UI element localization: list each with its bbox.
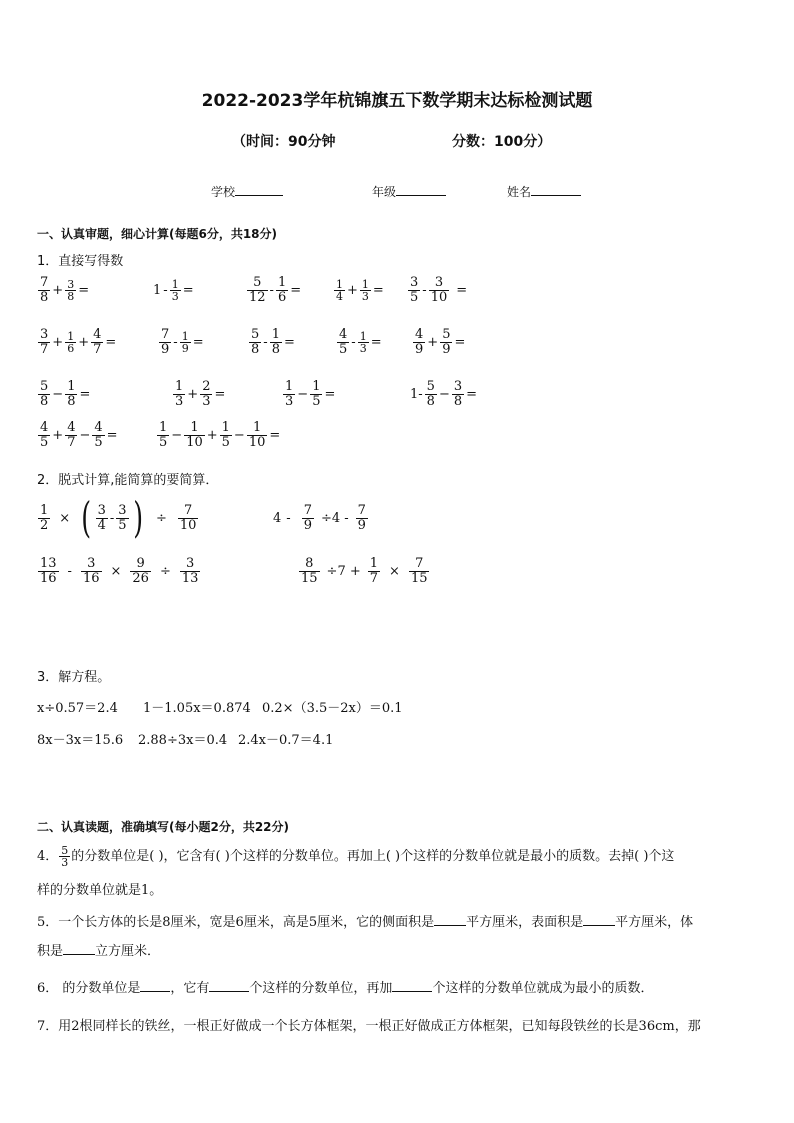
fraction: $\frac{4}{7}$ bbox=[67, 420, 76, 450]
calc-item: 4 - $\frac{7}{9}$ ÷4 - $\frac{7}{9}$ bbox=[273, 503, 366, 533]
fraction: $\frac{3}{7}$ bbox=[40, 327, 49, 357]
calc-item: $\frac{7}{8}$ + $\frac{3}{8}$ = bbox=[40, 275, 90, 305]
fraction: $\frac{7}{9}$ bbox=[357, 503, 366, 533]
fraction: $\frac{4}{5}$ bbox=[339, 327, 348, 357]
fraction: $\frac{5}{8}$ bbox=[251, 327, 260, 357]
fraction: $\frac{8}{15}$ bbox=[301, 556, 318, 586]
fraction: $\frac{1}{3}$ bbox=[361, 278, 369, 303]
fraction: $\frac{3}{10}$ bbox=[430, 275, 448, 305]
fraction: $\frac{1}{2}$ bbox=[40, 502, 49, 533]
fraction: $\frac{7}{15}$ bbox=[410, 556, 428, 586]
fraction: $\frac{3}{8}$ bbox=[67, 278, 75, 303]
question-7: 7．用2根同样长的铁丝，一根正好做成一个长方体框架，一根正好做成正方体框架，已知每段铁丝的长是36cm，那 bbox=[37, 1019, 701, 1034]
calc-item: $\frac{1}{5}$ − $\frac{1}{10}$ + $\frac{1}{5}$ − $\frac{1}{10}$ = bbox=[159, 420, 281, 450]
school-label: 学校 bbox=[211, 185, 236, 199]
calc-item: $\frac{5}{8}$ - $\frac{1}{8}$ = bbox=[251, 327, 295, 357]
answer-blank[interactable] bbox=[209, 991, 249, 992]
school-blank[interactable] bbox=[235, 195, 283, 196]
question-5: 5．一个长方体的长是8厘米，宽是6厘米，高是5厘米，它的侧面积是 平方厘米，表面积是 平方厘米，体 bbox=[37, 915, 694, 930]
calc-item: 1 - $\frac{1}{3}$ = bbox=[153, 278, 194, 303]
answer-blank[interactable] bbox=[63, 954, 95, 955]
calc-item: 1- $\frac{5}{8}$ − $\frac{3}{8}$ = bbox=[410, 379, 478, 409]
calc-item: $\frac{3}{5}$ - $\frac{3}{10}$ = bbox=[410, 275, 468, 305]
section-2-heading: 二、认真读题，准确填写(每小题2分，共22分) bbox=[37, 820, 290, 834]
calc-item: $\frac{3}{7}$ + $\frac{1}{6}$ + $\frac{4}{7}$ = bbox=[40, 327, 117, 357]
fraction: $\frac{7}{10}$ bbox=[179, 502, 197, 533]
question-3-label: 3．解方程。 bbox=[37, 670, 111, 685]
fraction: $\frac{5}{8}$ bbox=[426, 379, 435, 409]
fraction: $\frac{3}{5}$ bbox=[410, 275, 419, 305]
answer-blank[interactable] bbox=[583, 925, 615, 926]
left-paren-icon: ( bbox=[81, 493, 92, 542]
fraction: $\frac{4}{7}$ bbox=[93, 327, 102, 357]
grade-label: 年级 bbox=[372, 185, 397, 199]
fraction: $\frac{7}{9}$ bbox=[303, 503, 312, 533]
fraction: $\frac{1}{8}$ bbox=[67, 379, 76, 409]
question-6: 6． 的分数单位是 ，它有 个这样的分数单位，再加 个这样的分数单位就成为最小的质数． bbox=[37, 981, 654, 996]
fraction: $\frac{1}{3}$ bbox=[285, 379, 294, 409]
fraction: $\frac{1}{8}$ bbox=[271, 327, 280, 357]
calc-item: $\frac{1}{3}$ − $\frac{1}{5}$ = bbox=[285, 379, 336, 409]
answer-blank[interactable] bbox=[434, 925, 466, 926]
equation: 0.2×（3.5－2x）＝0.1 bbox=[262, 701, 403, 716]
fraction: $\frac{4}{5}$ bbox=[94, 420, 103, 450]
fraction: $\frac{5}{3}$ bbox=[61, 844, 69, 869]
name-label: 姓名 bbox=[507, 185, 532, 199]
fraction: $\frac{4}{9}$ bbox=[415, 327, 424, 357]
calc-item: $\frac{4}{5}$ - $\frac{1}{3}$ = bbox=[339, 327, 382, 357]
fraction: $\frac{1}{5}$ bbox=[221, 420, 230, 450]
fraction: $\frac{5}{9}$ bbox=[442, 327, 451, 357]
fraction: $\frac{3}{5}$ bbox=[118, 502, 127, 533]
fraction: $\frac{1}{10}$ bbox=[248, 420, 266, 450]
fraction: $\frac{3}{4}$ bbox=[97, 502, 106, 533]
calc-item: $\frac{4}{5}$ + $\frac{4}{7}$ − $\frac{4}{5}$ = bbox=[40, 420, 118, 450]
fraction: $\frac{5}{8}$ bbox=[40, 379, 49, 409]
fraction: $\frac{5}{12}$ bbox=[249, 275, 266, 305]
equation: 1－1.05x＝0.874 bbox=[143, 701, 251, 716]
calc-item: $\frac{1}{3}$ + $\frac{2}{3}$ = bbox=[175, 379, 226, 409]
fraction: $\frac{3}{8}$ bbox=[453, 379, 463, 409]
calc-item: $\frac{1}{2}$ × ( $\frac{3}{4}$ - $\frac{3}{5}$ ) ÷ $\frac{7}{10}$ bbox=[40, 493, 197, 542]
fraction: $\frac{1}{4}$ bbox=[336, 278, 343, 303]
grade-blank[interactable] bbox=[396, 195, 446, 196]
fraction: $\frac{7}{8}$ bbox=[40, 275, 49, 305]
calc-item: $\frac{13}{16}$ - $\frac{3}{16}$ × $\frac{9}{26}$ ÷ $\frac{3}{13}$ bbox=[40, 556, 199, 586]
fraction: $\frac{1}{3}$ bbox=[359, 330, 367, 355]
time-limit: （时间：90分钟 bbox=[232, 134, 336, 150]
equation: x÷0.57＝2.4 bbox=[37, 701, 118, 716]
page-title: 2022-2023学年杭锦旗五下数学期末达标检测试题 bbox=[201, 91, 593, 111]
grade-field[interactable] bbox=[372, 183, 446, 200]
calc-item: $\frac{4}{9}$ + $\frac{5}{9}$ = bbox=[415, 327, 466, 357]
fraction: $\frac{1}{3}$ bbox=[171, 278, 179, 303]
calc-item: $\frac{1}{4}$ + $\frac{1}{3}$ = bbox=[336, 278, 384, 303]
calc-item: $\frac{8}{15}$ ÷7 + $\frac{1}{7}$ × $\frac{7}{15}$ bbox=[301, 556, 428, 586]
section-1-heading: 一、认真审题，细心计算(每题6分，共18分) bbox=[37, 227, 278, 241]
fraction: $\frac{1}{10}$ bbox=[186, 420, 203, 450]
fraction: $\frac{9}{26}$ bbox=[132, 556, 149, 586]
fraction: $\frac{2}{3}$ bbox=[202, 379, 211, 409]
total-score: 分数：100分） bbox=[452, 134, 552, 150]
school-field[interactable] bbox=[211, 183, 283, 200]
fraction: $\frac{1}{5}$ bbox=[312, 379, 321, 409]
question-4-continued: 样的分数单位就是1。 bbox=[37, 883, 163, 898]
fraction: $\frac{1}{3}$ bbox=[175, 379, 184, 409]
answer-blank[interactable] bbox=[140, 991, 170, 992]
question-4: 4． $\frac{5}{3}$ 的分数单位是( )，它含有( )个这样的分数单位。再加上( )个这样的分数单位就是最小的质数。去掉( )个这 bbox=[37, 844, 675, 869]
fraction: $\frac{4}{5}$ bbox=[40, 420, 49, 450]
fraction: $\frac{3}{16}$ bbox=[82, 556, 100, 586]
question-2-label: 2．脱式计算,能简算的要简算． bbox=[37, 473, 219, 488]
calc-item: $\frac{5}{12}$ - $\frac{1}{6}$ = bbox=[249, 275, 302, 305]
fraction: $\frac{1}{7}$ bbox=[369, 556, 379, 586]
calc-item: $\frac{7}{9}$ - $\frac{1}{9}$ = bbox=[161, 327, 204, 357]
equation: 2.88÷3x＝0.4 bbox=[138, 733, 228, 748]
calc-item: $\frac{5}{8}$ − $\frac{1}{8}$ = bbox=[40, 379, 91, 409]
equation: 8x－3x＝15.6 bbox=[37, 733, 124, 748]
question-5-continued: 积是 立方厘米． bbox=[37, 944, 161, 959]
question-1-label: 1．直接写得数 bbox=[37, 254, 124, 269]
fraction: $\frac{13}{16}$ bbox=[40, 556, 57, 586]
answer-blank[interactable] bbox=[392, 991, 432, 992]
fraction: $\frac{1}{5}$ bbox=[159, 420, 168, 450]
equation: 2.4x－0.7＝4.1 bbox=[238, 733, 334, 748]
right-paren-icon: ) bbox=[132, 493, 143, 542]
fraction: $\frac{7}{9}$ bbox=[161, 327, 170, 357]
fraction: $\frac{1}{6}$ bbox=[67, 330, 75, 355]
fraction: $\frac{1}{6}$ bbox=[277, 275, 287, 305]
name-field[interactable] bbox=[507, 183, 581, 200]
fraction: $\frac{1}{9}$ bbox=[181, 330, 189, 355]
name-blank[interactable] bbox=[531, 195, 581, 196]
fraction: $\frac{3}{13}$ bbox=[181, 556, 199, 586]
